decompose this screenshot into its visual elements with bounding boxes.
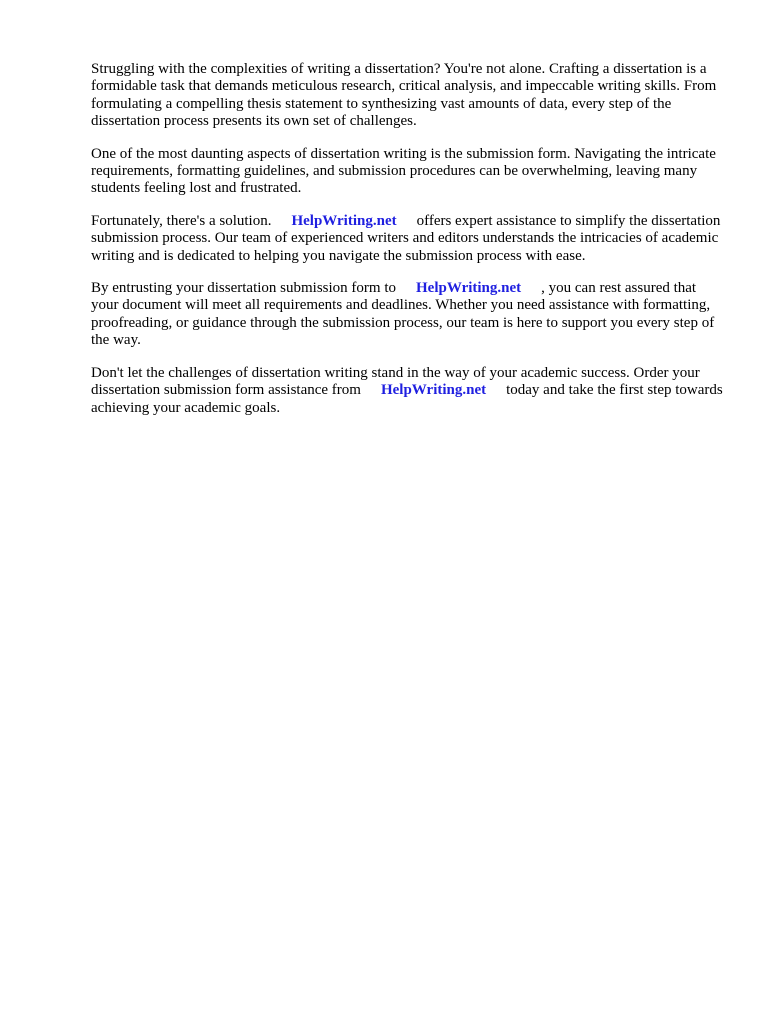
- paragraph-solution: [91, 213, 723, 265]
- paragraph-solution-before: Fortunately, there's a solution.: [91, 212, 272, 229]
- paragraph-intro-text: Struggling with the complexities of writing a dissertation? You're not alone. Crafting a dissertation is a formidable task that demands meticulous research, critical analysis, and impeccable writing skills. From formulating a compelling thesis statement to synthesizing vast amounts of data, every step of the dissertation process presents its own set of challenges.: [91, 61, 717, 130]
- paragraph-submission-form-text: One of the most daunting aspects of dissertation writing is the submission form. Navigating the intricate requirements, formatting guidelines, and submission procedures can be overwhelming, leaving many students feeling lost and frustrated.: [91, 145, 716, 197]
- paragraph-submission-form: [91, 146, 723, 198]
- helpwriting-link-3[interactable]: HelpWriting.net: [380, 382, 487, 399]
- paragraph-call-to-action-after: today and take the first step towards achieving your academic goals.: [91, 382, 723, 416]
- helpwriting-link-2[interactable]: HelpWriting.net: [416, 280, 522, 297]
- document-page: [91, 61, 723, 432]
- paragraph-call-to-action-before: Don't let the challenges of dissertation writing stand in the way of your academic success. Order your dissertation submission form assistance from: [91, 364, 700, 399]
- paragraph-solution-after: offers expert assistance to simplify the dissertation submission process. Our team of experienced writers and editors understands the intricacies of academic writing and is dedicated to helping you navigate the submission process with ease.: [91, 212, 721, 264]
- paragraph-intro: [91, 61, 723, 131]
- helpwriting-link-1[interactable]: HelpWriting.net: [291, 212, 397, 229]
- paragraph-entrusting-after: , you can rest assured that your document will meet all requirements and deadlines. Whether you need assistance with formatting, proofreading, or guidance through the submission process, our team is here to support you every step of the way.: [91, 280, 715, 349]
- paragraph-entrusting: [91, 280, 723, 350]
- paragraph-call-to-action: [91, 365, 723, 417]
- paragraph-entrusting-before: By entrusting your dissertation submission form to: [91, 280, 396, 297]
